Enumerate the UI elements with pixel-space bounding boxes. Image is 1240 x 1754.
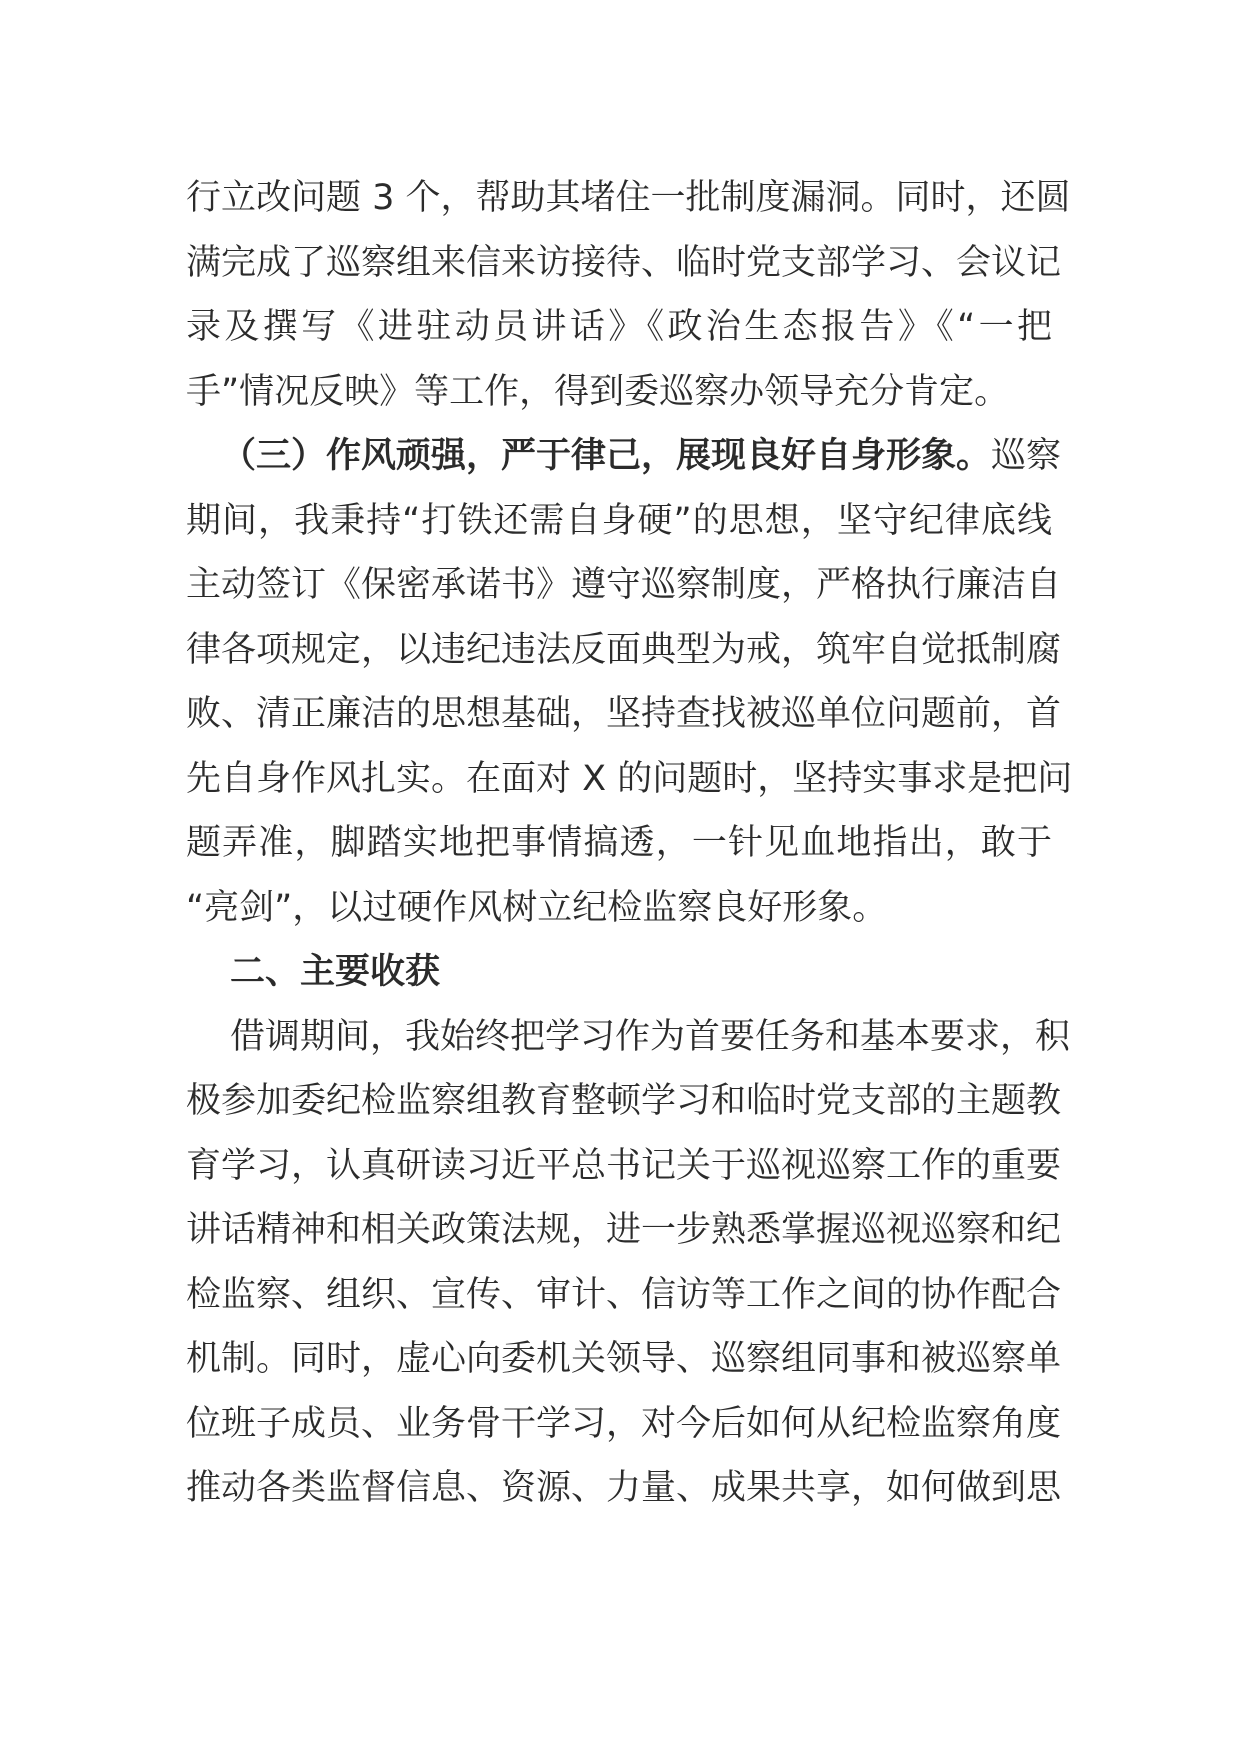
text-line: “亮剑”，以过硬作风树立纪检监察良好形象。 (186, 887, 888, 928)
text-line: 先自身作风扎实。在面对 X 的问题时，坚持实事求是把问 (186, 758, 1073, 799)
paragraph-gains (186, 1005, 1071, 1521)
section-heading: 二、主要收获 (230, 952, 441, 992)
text-line: 推动各类监督信息、资源、力量、成果共享，如何做到思 (186, 1468, 1062, 1508)
paragraph-conduct (186, 424, 1073, 940)
document-body (186, 166, 1073, 1521)
text-line: 育学习，认真研读习近平总书记关于巡视巡察工作的重要 (186, 1145, 1062, 1186)
text-line: 检监察、组织、宣传、审计、信访等工作之间的协作配合 (186, 1274, 1062, 1315)
paragraph-continuation (186, 166, 1071, 424)
text-line: 讲话精神和相关政策法规，进一步熟悉掌握巡视巡察和纪 (186, 1210, 1062, 1250)
text-line: 行立改问题 3 个，帮助其堵住一批制度漏洞。同时，还圆 (186, 178, 1071, 218)
text-line: 律各项规定，以违纪违法反面典型为戒，筑牢自觉抵制腐 (186, 629, 1062, 670)
text-line: 主动签订《保密承诺书》遵守巡察制度，严格执行廉洁自 (186, 565, 1062, 605)
text-line: 满完成了巡察组来信来访接待、临时党支部学习、会议记 (186, 242, 1062, 283)
text-line: 题弄准，脚踏实地把事情搞透，一针见血地指出，敢于 (186, 823, 1052, 863)
text-line: 录及撰写《进驻动员讲话》《政治生态报告》《“一把 (186, 307, 1052, 347)
text-line: 位班子成员、业务骨干学习，对今后如何从纪检监察角度 (186, 1403, 1062, 1444)
text-line: 手”情况反映》等工作，得到委巡察办领导充分肯定。 (186, 371, 1010, 412)
text-run: 巡察 (991, 436, 1062, 476)
text-line: 极参加委纪检监察组教育整顿学习和临时党支部的主题教 (186, 1081, 1062, 1121)
paragraph-first-line (186, 424, 1062, 489)
text-line: 借调期间，我始终把学习作为首要任务和基本要求，积 (230, 1016, 1071, 1057)
subsection-heading: （三）作风顽强，严于律己，展现良好自身形象。 (221, 436, 992, 476)
text-line: 期间，我秉持“打铁还需自身硬”的思想，坚守纪律底线 (186, 500, 1052, 541)
text-line: 机制。同时，虚心向委机关领导、巡察组同事和被巡察单 (186, 1339, 1062, 1379)
text-line: 败、清正廉洁的思想基础，坚持查找被巡单位问题前，首 (186, 694, 1062, 734)
